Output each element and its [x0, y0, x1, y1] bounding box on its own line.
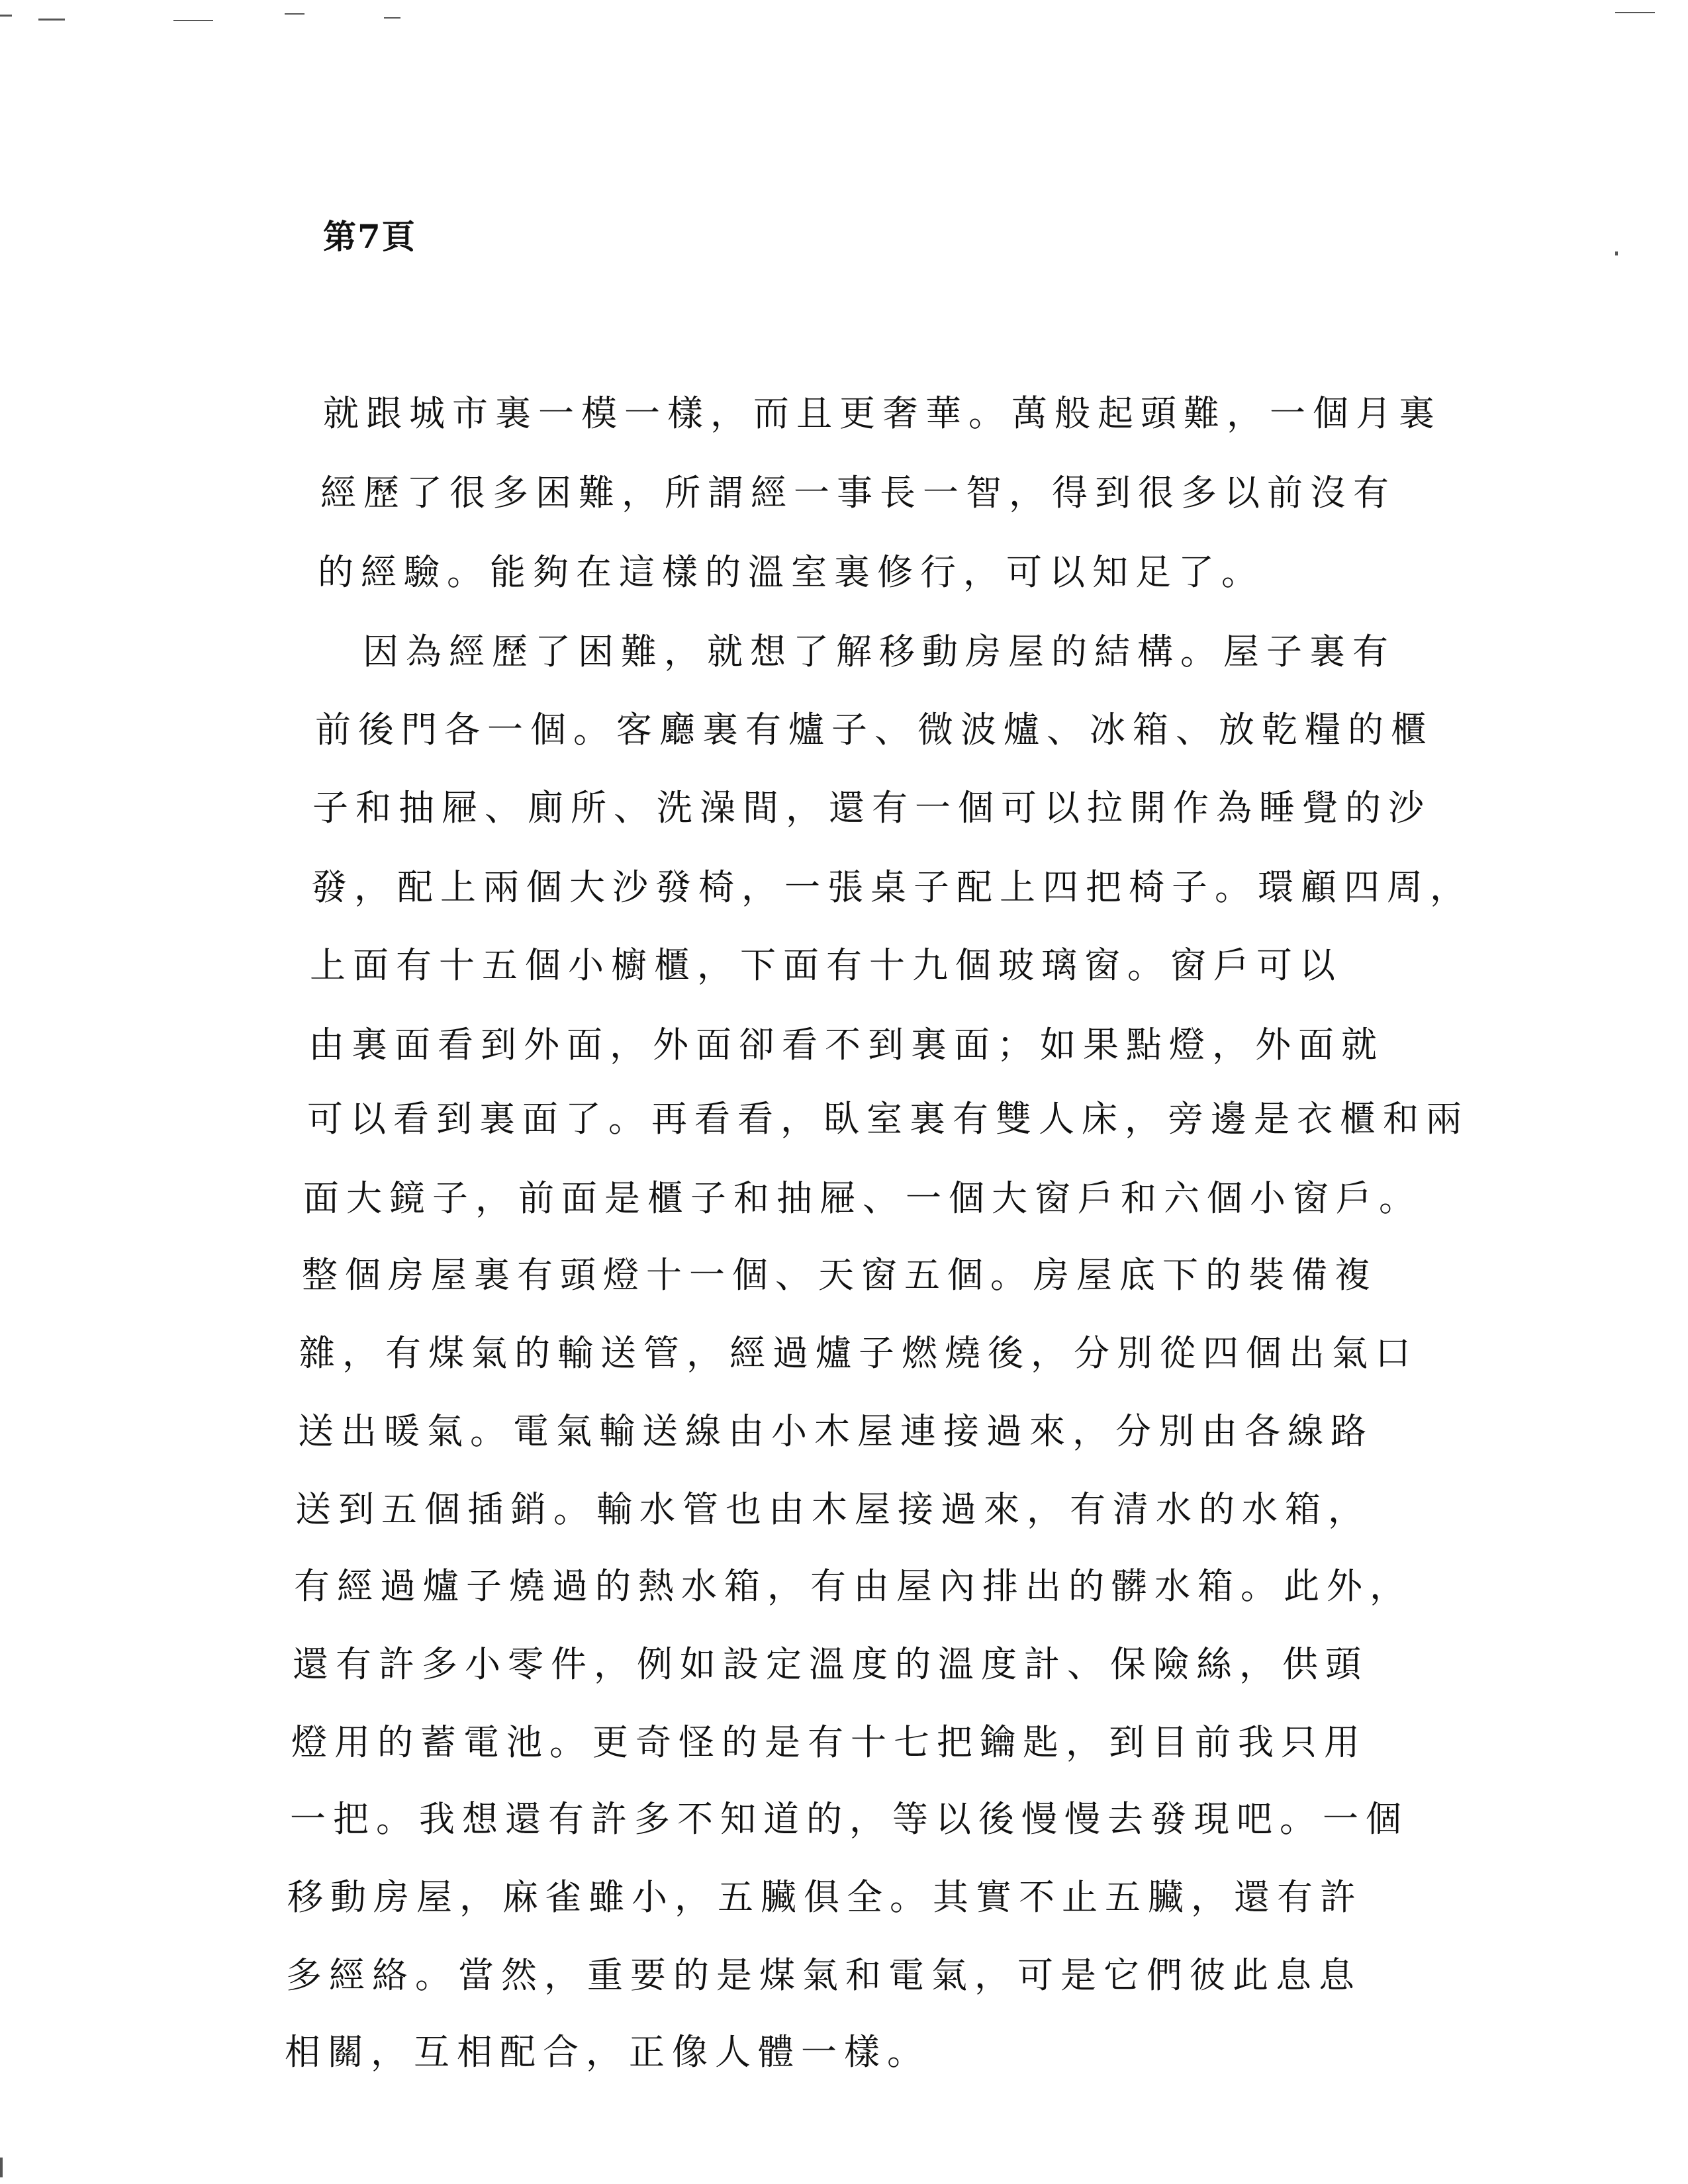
text-line: 發，配上兩個大沙發椅，一張桌子配上四把椅子。環顧四周，	[311, 866, 1473, 908]
text-line: 還有許多小零件，例如設定溫度的溫度計、保險絲，供頭	[293, 1643, 1368, 1685]
text-line: 送出暖氣。電氣輸送線由小木屋連接過來，分別由各線路	[298, 1410, 1374, 1452]
text-line: 可以看到裏面了。再看看，臥室裏有雙人床，旁邊是衣櫃和兩	[307, 1098, 1469, 1140]
text-line: 送到五個插銷。輸水管也由木屋接過來，有清水的水箱，	[295, 1488, 1371, 1530]
text-line: 相關，互相配合，正像人體一樣。	[285, 2031, 930, 2073]
page-number-header: 第7頁	[323, 217, 416, 256]
text-line: 整個房屋裏有頭燈十一個、天窗五個。房屋底下的裝備複	[302, 1254, 1378, 1296]
text-line: 子和抽屜、廁所、洗澡間，還有一個可以拉開作為睡覺的沙	[312, 787, 1431, 829]
text-line: 由裏面看到外面，外面卻看不到裏面；如果點燈，外面就	[308, 1024, 1384, 1066]
scan-speck	[1615, 12, 1655, 13]
text-line: 因為經歷了困難，就想了解移動房屋的結構。屋子裏有	[363, 631, 1395, 672]
text-line: 就跟城市裏一模一樣，而且更奢華。萬般起頭難，一個月裏	[323, 392, 1442, 434]
text-line: 雜，有煤氣的輸送管，經過爐子燃燒後，分別從四個出氣口	[299, 1332, 1418, 1374]
text-line: 上面有十五個小櫥櫃，下面有十九個玻璃窗。窗戶可以	[310, 944, 1342, 986]
text-line: 經歷了很多困難，所謂經一事長一智，得到很多以前沒有	[320, 472, 1396, 514]
text-line: 移動房屋，麻雀雖小，五臟俱全。其實不止五臟，還有許	[287, 1876, 1363, 1918]
text-line: 多經絡。當然，重要的是煤氣和電氣，可是它們彼此息息	[286, 1954, 1362, 1996]
text-line: 燈用的蓄電池。更奇怪的是有十七把鑰匙，到目前我只用	[291, 1721, 1367, 1763]
text-line: 有經過爐子燒過的熱水箱，有由屋內排出的髒水箱。此外，	[294, 1565, 1413, 1607]
scan-speck	[173, 20, 213, 21]
text-line: 前後門各一個。客廳裏有爐子、微波爐、冰箱、放乾糧的櫃	[315, 709, 1434, 751]
scan-speck	[285, 13, 305, 15]
scan-speck	[38, 19, 65, 21]
text-line: 一把。我想還有許多不知道的，等以後慢慢去發現吧。一個	[290, 1798, 1409, 1840]
scan-speck	[1615, 251, 1618, 255]
text-line: 面大鏡子，前面是櫃子和抽屜、一個大窗戶和六個小窗戶。	[303, 1177, 1422, 1219]
scan-speck	[0, 15, 12, 17]
scan-speck	[0, 2158, 3, 2177]
text-line: 的經驗。能夠在這樣的溫室裏修行，可以知足了。	[318, 551, 1264, 593]
scan-speck	[384, 17, 400, 19]
